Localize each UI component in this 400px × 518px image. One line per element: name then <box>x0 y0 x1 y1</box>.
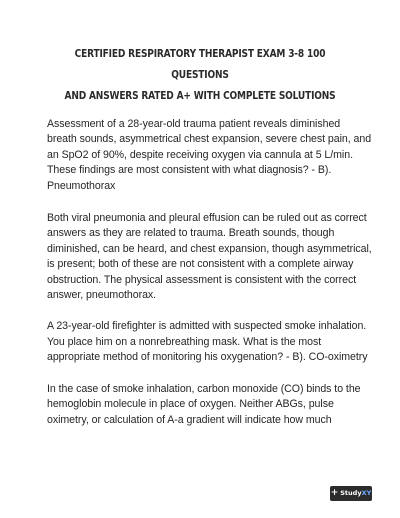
document-body <box>47 117 372 444</box>
explanation-1: Both viral pneumonia and pleural effusion can be ruled out as correct answers as they are related to trauma. Breath sounds, though diminished, can be heard, and chest expansion, though asymmetrical, is present; both of these are not consistent with a complete airway obstruction. The physical assessment is consistent with the correct answer, pneumothorax. <box>47 212 372 302</box>
brand-accent: XY <box>361 489 372 497</box>
watermark-brand <box>340 489 371 498</box>
plus-icon: + <box>330 488 339 498</box>
explanation-2: In the case of smoke inhalation, carbon monoxide (CO) binds to the hemoglobin molecule in place of oxygen. Neither ABGs, pulse oximetry, or calculation of A-a gradient will indicate how much <box>47 382 361 426</box>
brand-main: Study <box>340 489 362 497</box>
question-1: Assessment of a 28-year-old trauma patient reveals diminished breath sounds, asymmetrical chest expansion, severe chest pain, and an SpO2 of 90%, despite receiving oxygen via cannula at 5 L/min. These findings are most consistent with what diagnosis? - B). Pneumothorax <box>47 118 372 192</box>
question-2: A 23-year-old firefighter is admitted with suspected smoke inhalation. You place him on a nonrebreathing mask. What is the most appropriate method of monitoring his oxygenation? - B). CO-oximetry <box>47 320 368 364</box>
title-line-1: CERTIFIED RESPIRATORY THERAPIST EXAM 3-8 100 QUESTIONS <box>74 48 326 81</box>
studyxy-watermark[interactable] <box>330 486 372 501</box>
title-line-2: AND ANSWERS RATED A+ WITH COMPLETE SOLUTIONS <box>64 90 336 102</box>
document-title <box>62 44 337 107</box>
